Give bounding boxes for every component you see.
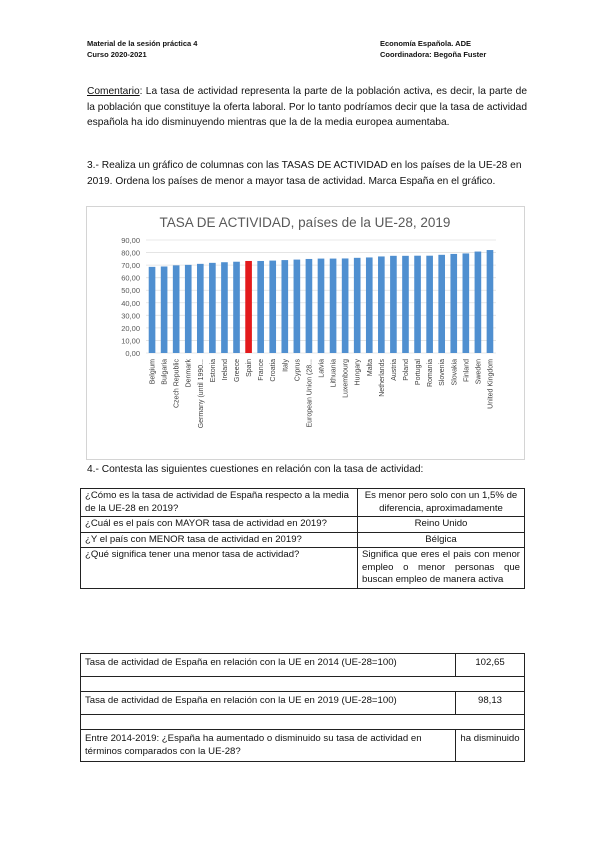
question-4: 4.- Contesta las siguientes cuestiones en relación con la tasa de actividad: [87, 464, 424, 475]
bar [269, 261, 276, 353]
gap-cell [81, 677, 525, 692]
table-row [81, 532, 525, 548]
x-tick-label: Croatia [270, 359, 278, 382]
x-tick-label: Belgium [149, 359, 157, 385]
y-tick-label: 60,00 [121, 273, 140, 283]
y-tick-label: 30,00 [121, 311, 140, 321]
y-tick-label: 80,00 [121, 248, 140, 258]
x-tick-label: Netherlands [378, 359, 386, 397]
bar [463, 253, 470, 353]
bar [233, 262, 240, 353]
ratio-question-cell: Tasa de actividad de España en relación con la UE en 2019 (UE-28=100) [81, 692, 456, 715]
x-tick-label: Hungary [354, 359, 362, 386]
bar [221, 262, 228, 353]
bar [149, 267, 156, 353]
ratio-value-cell: 98,13 [456, 692, 525, 715]
bar [197, 264, 204, 353]
y-tick-label: 10,00 [121, 336, 140, 346]
bar [318, 259, 325, 353]
x-tick-label: United Kingdom [487, 359, 495, 409]
comment-label: Comentario [87, 86, 140, 97]
ratio-question-cell: Entre 2014-2019: ¿España ha aumentado o disminuido su tasa de actividad en términos comparados con la UE-28? [81, 730, 456, 762]
x-tick-label: Denmark [185, 359, 193, 388]
table-row [81, 692, 525, 715]
x-tick-label: Cyprus [294, 359, 302, 382]
x-tick-label: Estonia [209, 359, 217, 383]
x-tick-label: Ireland [221, 359, 229, 381]
y-tick-label: 40,00 [121, 298, 140, 308]
table-row [81, 489, 525, 517]
x-tick-label: Slovenia [439, 359, 447, 386]
bar [330, 259, 337, 353]
question-cell: ¿Qué significa tener una menor tasa de actividad? [81, 548, 358, 589]
gap-cell [81, 715, 525, 730]
x-tick-label: France [258, 359, 266, 381]
activity-rate-chart [86, 206, 525, 460]
bar [257, 261, 264, 353]
bar [281, 260, 288, 353]
x-tick-label: Luxembourg [342, 359, 350, 398]
header-left [87, 38, 197, 60]
ratio-question-cell: Tasa de actividad de España en relación con la UE en 2014 (UE-28=100) [81, 654, 456, 677]
bar-spain [245, 261, 252, 353]
x-tick-label: Italy [282, 359, 290, 372]
question-3: 3.- Realiza un gráfico de columnas con las TASAS DE ACTIVIDAD en los países de la UE-28 en 2019. Ordena los países de menor a mayor tasa de actividad. Marca España en el gráfico. [87, 160, 522, 187]
x-tick-label: Finland [463, 359, 471, 382]
x-tick-label: Germany (until 1990... [197, 359, 205, 429]
bar [173, 265, 180, 353]
y-tick-label: 90,00 [121, 236, 140, 245]
x-tick-label: Czech Republic [173, 359, 181, 409]
table-row [81, 517, 525, 533]
bar [209, 263, 216, 353]
x-tick-label: Romania [427, 359, 435, 388]
bar [390, 256, 397, 353]
question-cell: ¿Cómo es la tasa de actividad de España respecto a la media de la UE-28 en 2019? [81, 489, 358, 517]
y-tick-label: 0,00 [125, 349, 140, 358]
bar [161, 266, 168, 353]
ratio-value-cell: 102,65 [456, 654, 525, 677]
x-tick-label: Malta [366, 359, 374, 377]
x-tick-label: Bulgaria [161, 359, 169, 385]
bar [487, 250, 494, 353]
bar [354, 258, 361, 353]
x-tick-label: Portugal [415, 359, 423, 386]
table-gap [81, 677, 525, 692]
bar [366, 257, 373, 353]
bar [185, 265, 192, 353]
x-tick-label: Sweden [475, 359, 483, 385]
table-row [81, 654, 525, 677]
table-row [81, 548, 525, 589]
header-session: Material de la sesión práctica 4 [87, 39, 198, 48]
bar [450, 254, 457, 353]
bar [402, 256, 409, 353]
answer-cell: Bélgica [358, 532, 525, 548]
bar [342, 258, 349, 353]
bar [378, 256, 385, 353]
header-subject: Economía Española. ADE [380, 39, 471, 48]
y-tick-label: 50,00 [121, 286, 140, 296]
y-tick-label: 20,00 [121, 323, 140, 333]
bar [426, 256, 433, 353]
ratio-table [80, 653, 525, 762]
comment-text: : La tasa de actividad representa la parte de la población activa, es decir, la parte de la población que constituye la oferta laboral. Por lo tanto podríamos decir que la tasa de actividad española ha ido disminuyendo mientras que la de la media europea aumentaba. [87, 86, 527, 128]
answer-cell: Es menor pero solo con un 1,5% de diferencia, aproximadamente [358, 489, 525, 517]
table-row [81, 730, 525, 762]
x-tick-label: Lithuania [330, 359, 338, 388]
bar [438, 255, 445, 353]
chart-title: TASA DE ACTIVIDAD, países de la UE-28, 2019 [159, 215, 451, 230]
x-tick-label: Greece [234, 359, 242, 382]
x-tick-label: Spain [246, 359, 254, 377]
table-gap [81, 715, 525, 730]
bar [414, 256, 421, 353]
x-tick-label: European Union (28... [306, 359, 314, 428]
bar [294, 260, 301, 353]
chart-svg [86, 206, 525, 460]
x-tick-label: Poland [402, 359, 410, 381]
question-cell: ¿Cuál es el país con MAYOR tasa de actividad en 2019? [81, 517, 358, 533]
y-tick-label: 70,00 [121, 261, 140, 271]
header-coordinator: Coordinadora: Begoña Fuster [380, 50, 487, 59]
questions-table [80, 488, 525, 589]
x-tick-label: Slovakia [451, 359, 459, 386]
header-course: Curso 2020-2021 [87, 50, 147, 59]
x-tick-label: Latvia [318, 359, 326, 378]
header-right [380, 38, 486, 60]
answer-cell: Significa que eres el pais con menor empleo o menor personas que buscan empleo de manera activa [358, 548, 525, 589]
x-tick-label: Austria [390, 359, 398, 381]
question-cell: ¿Y el país con MENOR tasa de actividad en 2019? [81, 532, 358, 548]
answer-cell: Reino Unido [358, 517, 525, 533]
bar [475, 252, 482, 353]
comment-paragraph [87, 84, 527, 131]
ratio-value-cell: ha disminuido [456, 730, 525, 762]
bar [306, 259, 313, 353]
